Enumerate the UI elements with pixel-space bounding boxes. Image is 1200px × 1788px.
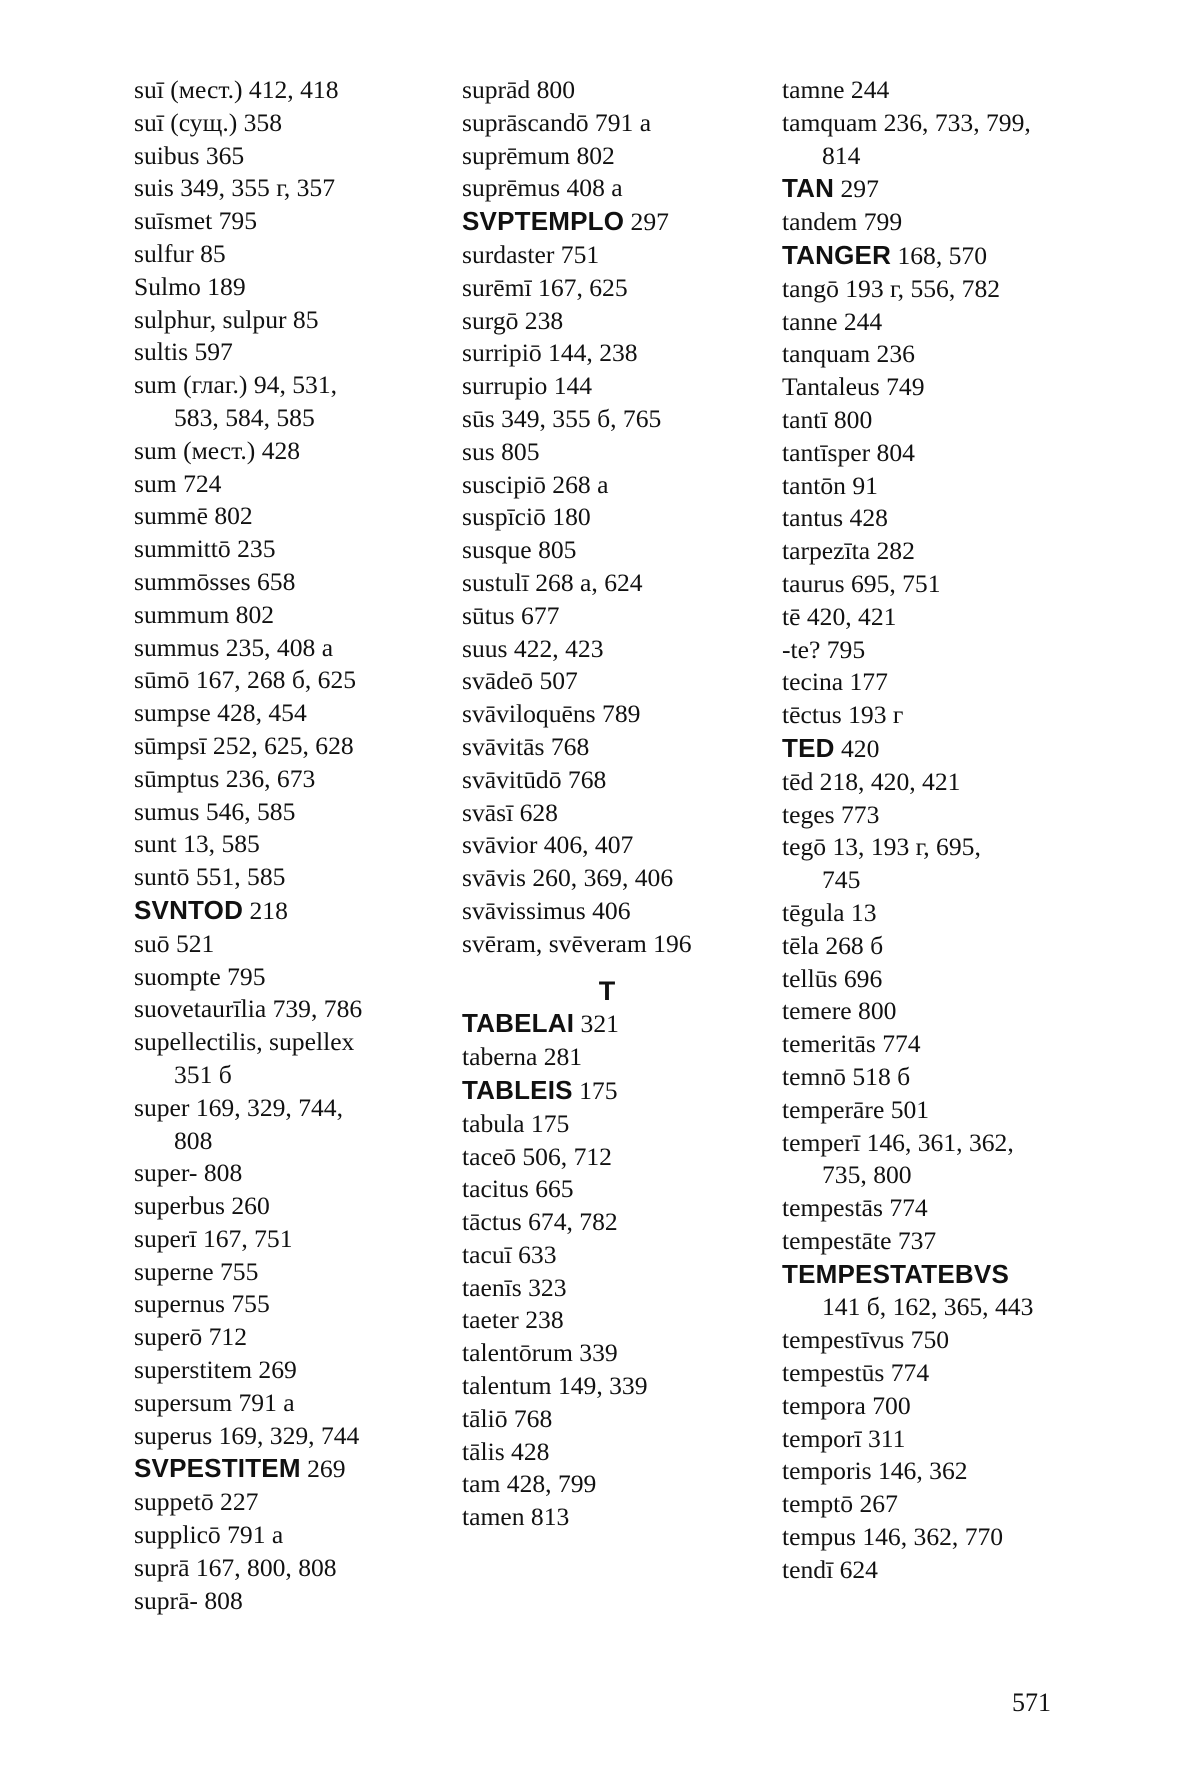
entry-text: 297 — [624, 207, 669, 237]
entry-text: svāvitūdō 768 — [462, 764, 607, 794]
entry-text: svāvissimus 406 — [462, 895, 631, 925]
index-entry — [134, 566, 464, 599]
index-entry — [782, 1028, 1112, 1061]
index-entry — [134, 861, 464, 894]
entry-text: tāliō 768 — [462, 1403, 553, 1433]
index-entry — [462, 107, 792, 140]
entry-text: surēmī 167, 625 — [462, 272, 628, 302]
index-entry — [134, 1486, 464, 1519]
index-entry — [462, 895, 792, 928]
entry-text: surgō 238 — [462, 305, 564, 335]
index-entry — [134, 1256, 464, 1289]
entry-text: temptō 267 — [782, 1489, 898, 1519]
entry-text: tarpezīta 282 — [782, 536, 915, 566]
entry-text: tempestāte 737 — [782, 1225, 937, 1255]
index-entry — [462, 1272, 792, 1305]
entry-text: temnō 518 б — [782, 1061, 911, 1091]
index-entry — [782, 1554, 1112, 1587]
entry-text: tendī 624 — [782, 1554, 878, 1584]
entry-text: tantīsper 804 — [782, 437, 915, 467]
index-entry — [134, 1420, 464, 1453]
entry-text: tantī 800 — [782, 404, 873, 434]
index-entry — [134, 828, 464, 861]
entry-text: supplicō 791 а — [134, 1520, 284, 1550]
entry-text: sūs 349, 355 б, 765 — [462, 403, 662, 433]
index-entry — [782, 799, 1112, 832]
entry-text: sulfur 85 — [134, 238, 226, 268]
index-entry — [462, 797, 792, 830]
entry-text: svāvior 406, 407 — [462, 830, 634, 860]
index-entry — [134, 1585, 464, 1618]
index-entry — [462, 1337, 792, 1370]
index-entry — [782, 699, 1112, 732]
index-entry — [134, 763, 464, 796]
entry-text: suompte 795 — [134, 961, 266, 991]
index-entry-continuation — [134, 1125, 464, 1158]
index-entry — [462, 829, 792, 862]
entry-text: tellūs 696 — [782, 963, 883, 993]
index-entry — [134, 961, 464, 994]
entry-text: suntō 551, 585 — [134, 862, 286, 892]
index-entry — [134, 928, 464, 961]
index-entry — [782, 1521, 1112, 1554]
entry-text: tēctus 193 г — [782, 700, 904, 730]
index-entry — [462, 534, 792, 567]
index-entry — [782, 1061, 1112, 1094]
index-entry — [134, 1321, 464, 1354]
index-entry — [134, 632, 464, 665]
index-entry — [462, 764, 792, 797]
entry-text: sūmptus 236, 673 — [134, 763, 316, 793]
index-entry — [782, 437, 1112, 470]
entry-text: suō 521 — [134, 928, 215, 958]
index-entry — [782, 1357, 1112, 1390]
entry-text: tamne 244 — [782, 75, 890, 104]
entry-text: summittō 235 — [134, 534, 276, 564]
index-entry — [134, 336, 464, 369]
entry-text: 297 — [834, 174, 879, 204]
index-entry — [782, 963, 1112, 996]
index-entry — [462, 1041, 792, 1074]
index-entry — [782, 1390, 1112, 1423]
index-entry — [462, 205, 792, 239]
index-entry-continuation — [782, 864, 1112, 897]
index-entry — [462, 1403, 792, 1436]
index-entry — [134, 74, 464, 107]
entry-text: temperī 146, 361, 362, — [782, 1127, 1014, 1157]
index-entry — [782, 601, 1112, 634]
index-entry — [782, 172, 1112, 206]
entry-text: svāvis 260, 369, 406 — [462, 863, 674, 893]
inscription-headword: TEMPESTATEBVS — [782, 1258, 1009, 1289]
entry-text: tangō 193 г, 556, 782 — [782, 273, 1001, 303]
entry-text: tempestās 774 — [782, 1193, 928, 1223]
index-entry — [462, 469, 792, 502]
index-entry — [134, 369, 464, 402]
entry-text: sumpse 428, 454 — [134, 698, 307, 728]
index-entry — [134, 993, 464, 1026]
index-entry — [782, 666, 1112, 699]
index-entry — [782, 107, 1112, 140]
entry-text: 321 — [574, 1009, 619, 1039]
index-entry — [134, 533, 464, 566]
index-entry — [462, 501, 792, 534]
entry-text: temperāre 501 — [782, 1094, 930, 1124]
entry-text: suis 349, 355 г, 357 — [134, 173, 336, 203]
page-number: 571 — [1012, 1688, 1051, 1717]
entry-text: teges 773 — [782, 799, 880, 829]
index-entry — [462, 172, 792, 205]
index-entry — [134, 1157, 464, 1190]
entry-text: suibus 365 — [134, 140, 245, 170]
index-entry — [462, 698, 792, 731]
index-entry — [782, 1192, 1112, 1225]
entry-text: suprēmum 802 — [462, 140, 615, 170]
inscription-headword: TANGER — [782, 239, 892, 270]
index-entry — [134, 500, 464, 533]
entry-text: summus 235, 408 а — [134, 632, 334, 662]
index-entry — [782, 470, 1112, 503]
index-entry — [782, 568, 1112, 601]
entry-text: sumus 546, 585 — [134, 796, 296, 826]
entry-text: 218 — [243, 895, 288, 925]
entry-text: suī (сущ.) 358 — [134, 107, 283, 137]
inscription-headword: TAN — [782, 173, 835, 204]
index-entry — [782, 1258, 1112, 1292]
index-entry — [782, 306, 1112, 339]
entry-text: suprā 167, 800, 808 — [134, 1552, 337, 1582]
entry-text: sulphur, sulpur 85 — [134, 304, 319, 334]
entry-text: tempus 146, 362, 770 — [782, 1522, 1004, 1552]
index-entry — [134, 140, 464, 173]
index-entry — [134, 1552, 464, 1585]
entry-text: tamquam 236, 733, 799, — [782, 107, 1031, 137]
entry-text: supersum 791 а — [134, 1387, 295, 1417]
index-entry — [134, 894, 464, 928]
index-entry — [782, 338, 1112, 371]
index-entry-continuation — [782, 140, 1112, 173]
entry-text: superbus 260 — [134, 1191, 270, 1221]
index-column-1 — [134, 74, 464, 1617]
entry-text: suprāscandō 791 а — [462, 107, 652, 137]
entry-text: tāctus 674, 782 — [462, 1207, 618, 1237]
index-entry — [134, 1190, 464, 1223]
entry-text: talentōrum 339 — [462, 1338, 618, 1368]
entry-text: tēgula 13 — [782, 897, 877, 927]
index-entry — [462, 403, 792, 436]
index-entry — [462, 1141, 792, 1174]
entry-text: susque 805 — [462, 535, 577, 565]
entry-text: tam 428, 799 — [462, 1469, 597, 1499]
index-entry — [462, 1173, 792, 1206]
entry-text: surdaster 751 — [462, 239, 600, 269]
index-entry — [462, 862, 792, 895]
index-entry — [782, 1094, 1112, 1127]
index-entry — [134, 172, 464, 205]
index-column-3 — [782, 74, 1112, 1587]
entry-text: -te? 795 — [782, 634, 866, 664]
entry-text: 175 — [572, 1075, 618, 1105]
entry-text: 583, 584, 585 — [174, 402, 315, 432]
entry-text: tempestūs 774 — [782, 1358, 930, 1388]
entry-text: 420 — [834, 733, 880, 763]
entry-text: taenīs 323 — [462, 1272, 567, 1302]
index-entry — [462, 1007, 792, 1041]
index-entry — [462, 239, 792, 272]
entry-text: 269 — [300, 1454, 346, 1484]
index-entry — [462, 1436, 792, 1469]
index-entry — [782, 1225, 1112, 1258]
entry-text: svēram, svēveram 196 — [462, 928, 692, 958]
entry-text: tempestīvus 750 — [782, 1325, 950, 1355]
entry-text: summōsses 658 — [134, 566, 296, 596]
entry-text: superus 169, 329, 744 — [134, 1420, 360, 1450]
index-entry — [134, 599, 464, 632]
entry-text: suspīciō 180 — [462, 502, 591, 532]
entry-text: 808 — [174, 1125, 213, 1155]
entry-text: supellectilis, supellex — [134, 1027, 355, 1057]
entry-text: tantōn 91 — [782, 470, 878, 500]
index-entry — [134, 304, 464, 337]
inscription-headword: TABLEIS — [462, 1074, 573, 1105]
entry-text: 814 — [822, 140, 861, 170]
entry-text: sultis 597 — [134, 337, 233, 367]
entry-text: tacuī 633 — [462, 1239, 557, 1269]
entry-text: summē 802 — [134, 501, 253, 531]
index-entry — [782, 766, 1112, 799]
inscription-headword: TABELAI — [462, 1008, 575, 1039]
index-entry — [782, 1423, 1112, 1456]
entry-text: svādeō 507 — [462, 666, 578, 696]
index-entry — [462, 1468, 792, 1501]
index-entry — [134, 271, 464, 304]
index-entry — [134, 664, 464, 697]
inscription-headword: SVPESTITEM — [134, 1453, 301, 1484]
entry-text: sum (глаг.) 94, 531, — [134, 370, 338, 400]
index-entry — [462, 1108, 792, 1141]
entry-text: temporī 311 — [782, 1423, 906, 1453]
index-entry — [782, 371, 1112, 404]
index-entry — [134, 238, 464, 271]
entry-text: tālis 428 — [462, 1436, 550, 1466]
entry-text: tegō 13, 193 г, 695, — [782, 832, 981, 862]
index-entry — [782, 1455, 1112, 1488]
entry-text: suī (мест.) 412, 418 — [134, 75, 339, 104]
index-entry — [782, 930, 1112, 963]
index-entry — [462, 665, 792, 698]
entry-text: tēd 218, 420, 421 — [782, 766, 961, 796]
index-entry — [462, 272, 792, 305]
index-entry — [782, 74, 1112, 107]
index-entry — [134, 1092, 464, 1125]
index-entry — [782, 1488, 1112, 1521]
index-entry-continuation — [782, 1291, 1112, 1324]
entry-text: temporis 146, 362 — [782, 1456, 968, 1486]
index-entry — [462, 1304, 792, 1337]
entry-text: superī 167, 751 — [134, 1223, 293, 1253]
index-entry — [134, 1026, 464, 1059]
index-entry — [462, 731, 792, 764]
inscription-headword: TED — [782, 732, 835, 763]
index-entry — [462, 1239, 792, 1272]
entry-text: sus 805 — [462, 436, 540, 466]
entry-text: surripiō 144, 238 — [462, 338, 638, 368]
entry-text: tē 420, 421 — [782, 601, 897, 631]
entry-text: sum (мест.) 428 — [134, 435, 301, 465]
index-entry — [462, 74, 792, 107]
entry-text: tamen 813 — [462, 1502, 570, 1532]
index-entry — [134, 1519, 464, 1552]
inscription-headword: SVPTEMPLO — [462, 206, 625, 237]
index-entry — [462, 928, 792, 961]
entry-text: sūmō 167, 268 б, 625 — [134, 665, 357, 695]
index-entry — [134, 435, 464, 468]
index-entry — [462, 567, 792, 600]
index-entry — [782, 634, 1112, 667]
entry-text: suus 422, 423 — [462, 633, 604, 663]
index-entry — [782, 1127, 1112, 1160]
entry-text: tecina 177 — [782, 667, 888, 697]
entry-text: tandem 799 — [782, 207, 903, 237]
section-letter: T — [598, 975, 616, 1006]
entry-text: tacitus 665 — [462, 1174, 574, 1204]
entry-text: temere 800 — [782, 996, 897, 1026]
index-column-2 — [462, 74, 792, 1534]
index-entry — [782, 831, 1112, 864]
entry-text: svāvitās 768 — [462, 731, 590, 761]
entry-text: tantus 428 — [782, 503, 888, 533]
index-entry — [134, 796, 464, 829]
entry-text: Tantaleus 749 — [782, 372, 925, 402]
entry-text: 351 б — [174, 1059, 232, 1089]
index-entry — [462, 1206, 792, 1239]
index-entry — [782, 535, 1112, 568]
entry-text: tanquam 236 — [782, 339, 915, 369]
index-entry — [462, 1074, 792, 1108]
index-entry — [782, 732, 1112, 766]
index-entry-continuation — [134, 402, 464, 435]
index-entry-continuation — [782, 1159, 1112, 1192]
index-entry — [462, 1370, 792, 1403]
entry-text: tanne 244 — [782, 306, 883, 336]
entry-text: sūmpsī 252, 625, 628 — [134, 730, 354, 760]
entry-text: surrupio 144 — [462, 371, 593, 401]
index-entry — [134, 1452, 464, 1486]
entry-text: summum 802 — [134, 599, 275, 629]
index-entry — [462, 370, 792, 403]
entry-text: taceō 506, 712 — [462, 1141, 612, 1171]
index-entry — [462, 633, 792, 666]
entry-text: 141 б, 162, 365, 443 — [822, 1292, 1034, 1322]
entry-text: tabula 175 — [462, 1108, 570, 1138]
index-entry — [134, 697, 464, 730]
index-entry — [462, 337, 792, 370]
entry-text: talentum 149, 339 — [462, 1371, 648, 1401]
index-entry — [782, 273, 1112, 306]
entry-text: suprād 800 — [462, 75, 576, 104]
index-entry — [782, 1324, 1112, 1357]
index-entry — [782, 995, 1112, 1028]
entry-text: superne 755 — [134, 1256, 259, 1286]
entry-text: svāviloquēns 789 — [462, 699, 641, 729]
entry-text: 735, 800 — [822, 1160, 912, 1190]
entry-text: 168, 570 — [891, 240, 988, 270]
inscription-headword: SVNTOD — [134, 894, 244, 925]
index-entry — [462, 140, 792, 173]
index-entry — [134, 1288, 464, 1321]
index-entry — [782, 239, 1112, 273]
entry-text: super 169, 329, 744, — [134, 1092, 343, 1122]
index-entry — [782, 404, 1112, 437]
index-entry — [462, 436, 792, 469]
index-entry — [462, 600, 792, 633]
entry-text: super- 808 — [134, 1158, 243, 1188]
entry-text: suovetaurīlia 739, 786 — [134, 994, 363, 1024]
index-entry — [782, 897, 1112, 930]
index-entry — [782, 206, 1112, 239]
index-entry — [462, 305, 792, 338]
entry-text: sustulī 268 а, 624 — [462, 567, 643, 597]
index-entry-continuation — [134, 1059, 464, 1092]
entry-text: suscipiō 268 а — [462, 469, 609, 499]
entry-text: sūtus 677 — [462, 600, 560, 630]
entry-text: 745 — [822, 865, 861, 895]
index-entry — [134, 1354, 464, 1387]
entry-text: taurus 695, 751 — [782, 568, 941, 598]
index-entry — [134, 730, 464, 763]
entry-text: tempora 700 — [782, 1390, 911, 1420]
index-entry — [134, 468, 464, 501]
index-entry — [782, 502, 1112, 535]
entry-text: Sulmo 189 — [134, 271, 246, 301]
entry-text: superstitem 269 — [134, 1355, 297, 1385]
index-entry — [134, 107, 464, 140]
entry-text: taeter 238 — [462, 1305, 564, 1335]
entry-text: temeritās 774 — [782, 1029, 921, 1059]
index-entry — [134, 205, 464, 238]
entry-text: suprā- 808 — [134, 1585, 243, 1615]
entry-text: suprēmus 408 а — [462, 173, 623, 203]
entry-text: sum 724 — [134, 468, 222, 498]
index-entry — [462, 1501, 792, 1534]
entry-text: taberna 281 — [462, 1042, 583, 1072]
entry-text: superō 712 — [134, 1322, 248, 1352]
entry-text: suīsmet 795 — [134, 206, 257, 236]
index-entry — [134, 1387, 464, 1420]
entry-text: sunt 13, 585 — [134, 829, 260, 859]
entry-text: tēla 268 б — [782, 930, 884, 960]
entry-text: supernus 755 — [134, 1289, 270, 1319]
entry-text: svāsī 628 — [462, 797, 558, 827]
entry-text: suppetō 227 — [134, 1487, 259, 1517]
index-entry — [134, 1223, 464, 1256]
